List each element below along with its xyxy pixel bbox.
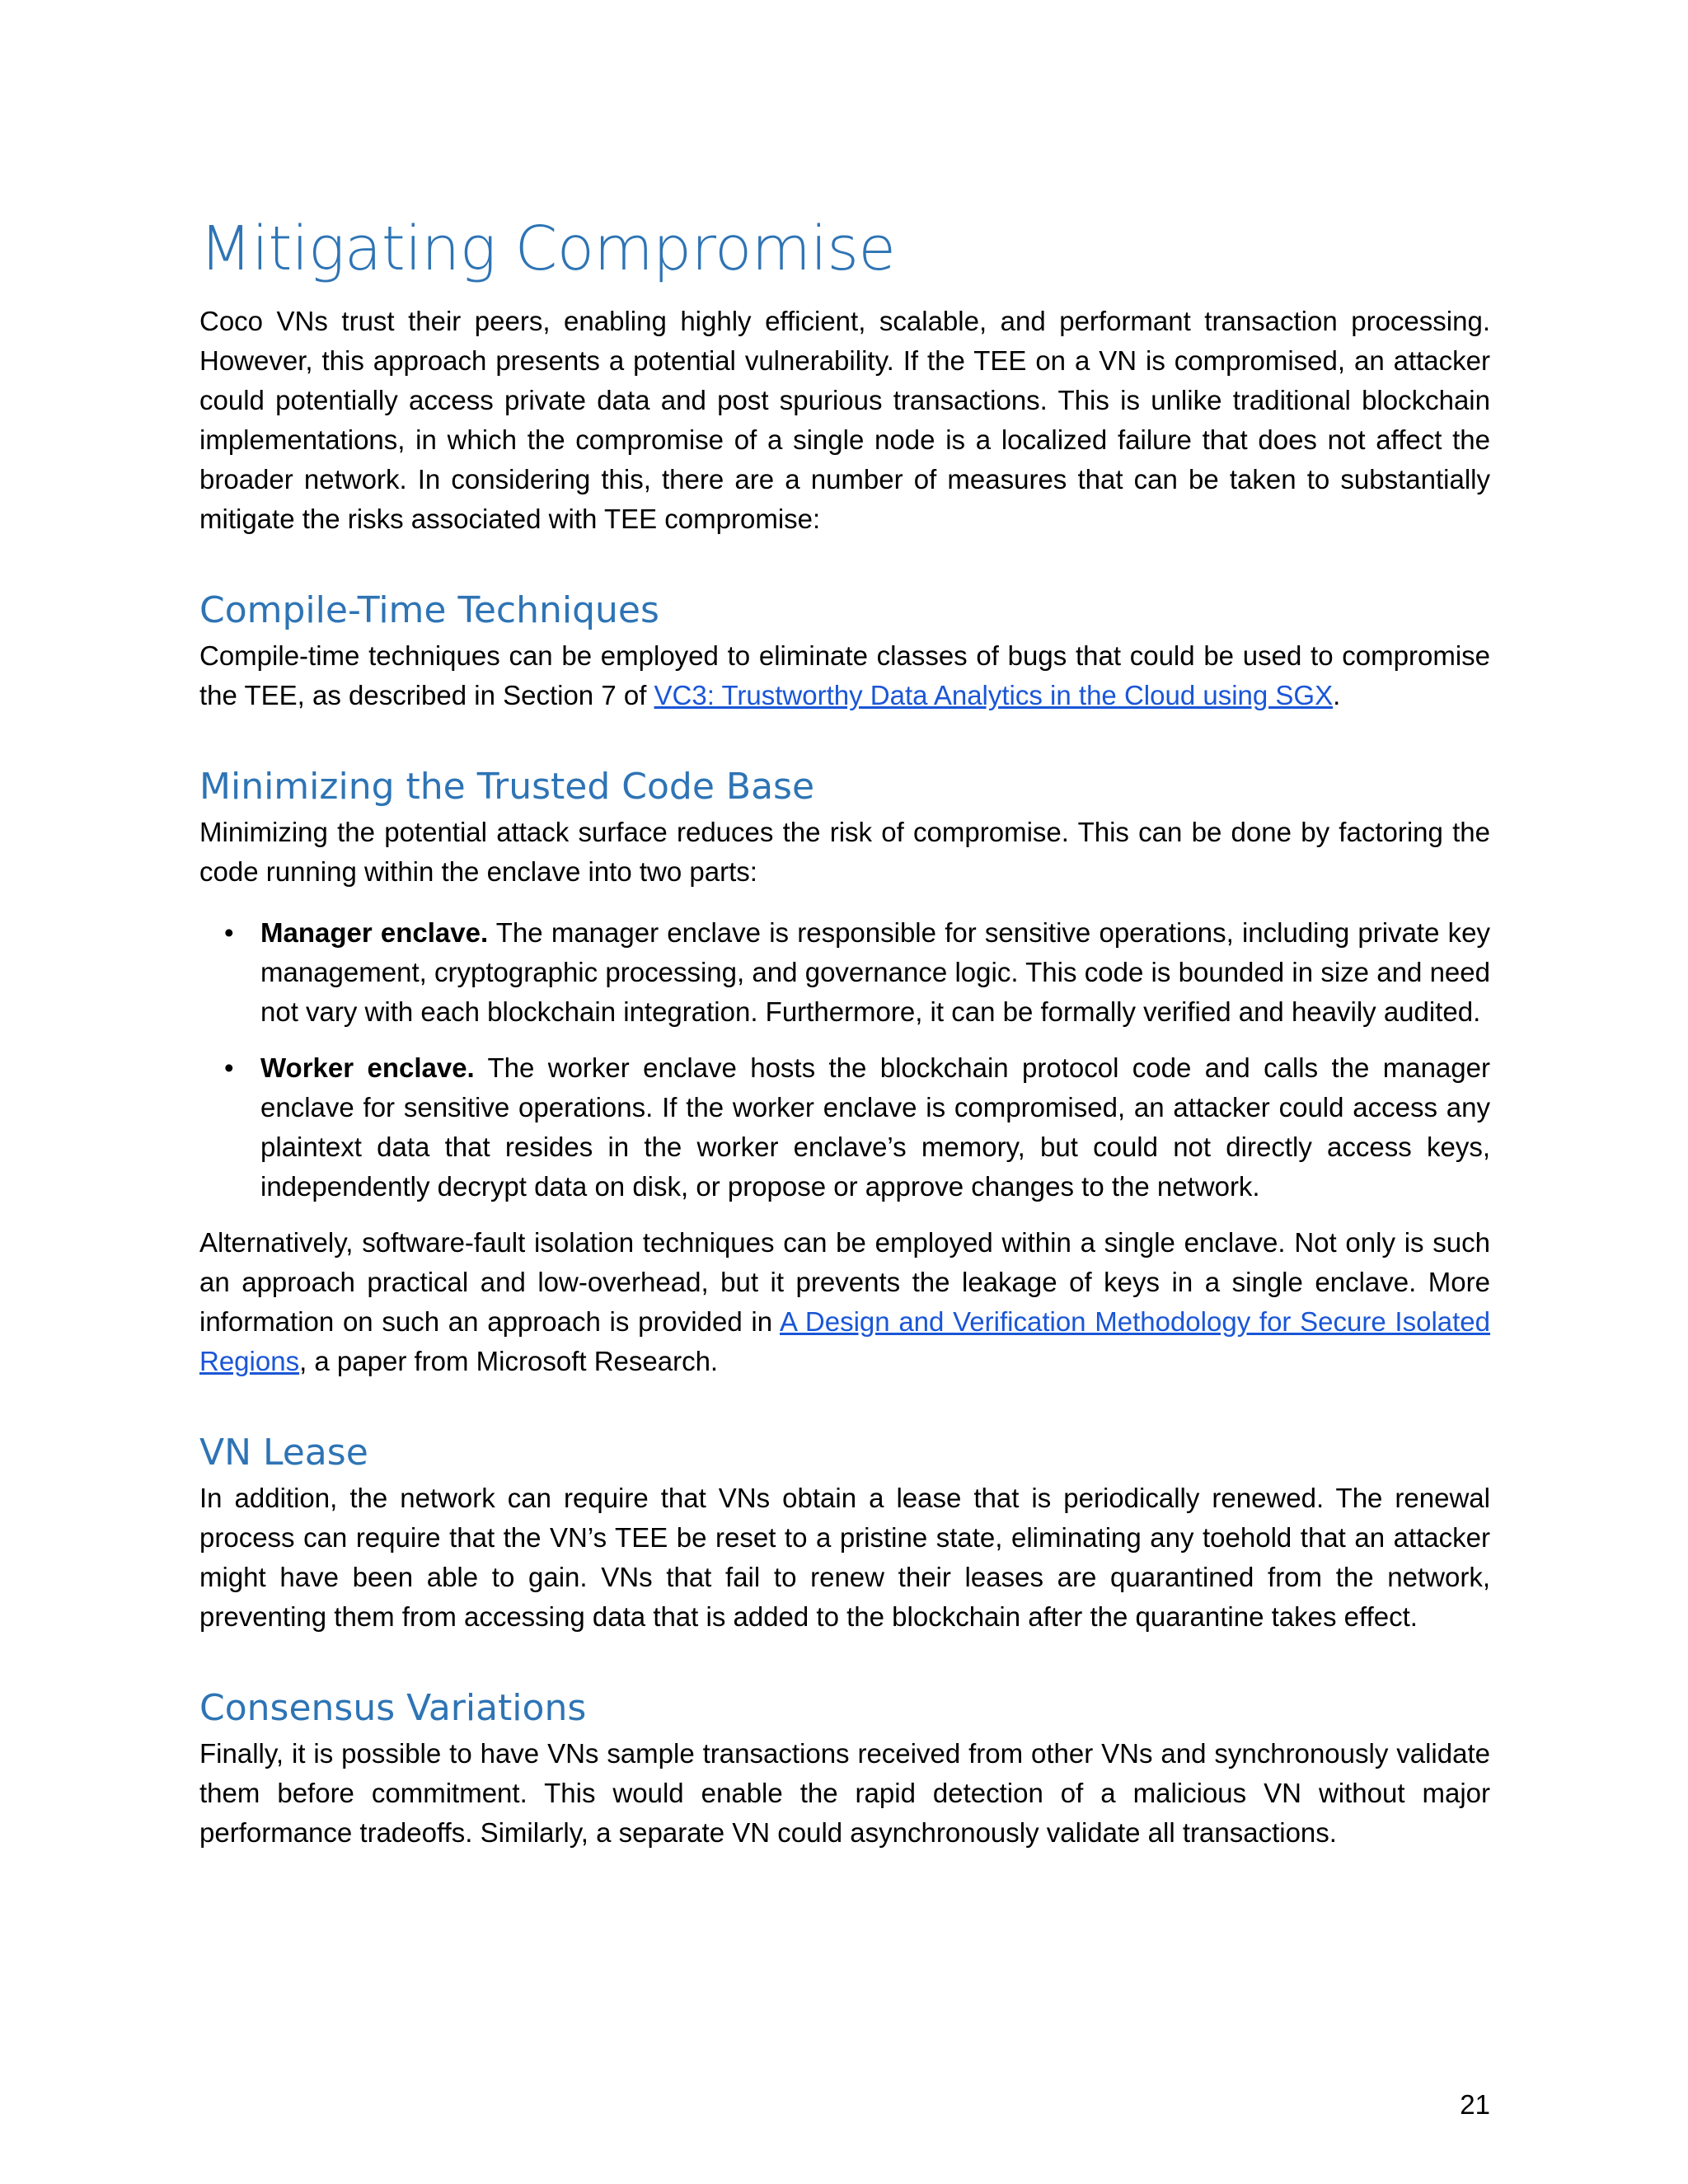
worker-enclave-term: Worker enclave. xyxy=(260,1052,475,1083)
page-number: 21 xyxy=(1460,2089,1490,2120)
document-content xyxy=(199,206,1490,1853)
heading-consensus-variations: Consensus Variations xyxy=(199,1687,587,1729)
secure-isolated-regions-link[interactable]: A Design and Verification Methodology for Secure Isolated Regions xyxy=(199,1306,1490,1376)
manager-enclave-text: The manager enclave is responsible for sensitive operations, including private key management, cryptographic processing, and governance logic. This code is bounded in size and need not vary with each blockchain integration. Furthermore, it can be formally verified and heavily audited. xyxy=(260,917,1490,1027)
compile-time-paragraph xyxy=(199,636,1490,715)
worker-enclave-text: The worker enclave hosts the blockchain protocol code and calls the manager enclave for sensitive operations. If the worker enclave is compromised, an attacker could access any plaintext data that resides in the worker enclave’s memory, but could not directly access keys, independently decrypt data on disk, or propose or approve changes to the network. xyxy=(260,1052,1490,1202)
isolation-text-end: , a paper from Microsoft Research. xyxy=(299,1346,719,1376)
isolation-text: Alternatively, software-fault isolation techniques can be employed within a single enclave. Not only is such an approach practical and low-overhead, but it prevents the leakage of keys in a single enclave. More information on such an approach is provided in xyxy=(199,1227,1490,1337)
list-item-manager-enclave xyxy=(199,913,1490,1032)
heading-vn-lease: VN Lease xyxy=(199,1432,368,1474)
compile-time-text: Compile-time techniques can be employed to eliminate classes of bugs that could be used to compromise the TEE, as described in Section 7 of xyxy=(199,640,1490,710)
manager-enclave-term: Manager enclave. xyxy=(260,917,489,948)
vn-lease-paragraph: In addition, the network can require that VNs obtain a lease that is periodically renewed. The renewal process can require that the VN’s TEE be reset to a pristine state, eliminating any toehold that an attacker might have been able to gain. VNs that fail to renew their leases are quarantined from the network, preventing them from accessing data that is added to the blockchain after the quarantine takes effect. xyxy=(199,1483,1490,1632)
list-item-worker-enclave xyxy=(199,1048,1490,1207)
compile-time-text-end: . xyxy=(1333,680,1341,710)
heading-minimizing-trusted-code-base: Minimizing the Trusted Code Base xyxy=(199,766,815,808)
enclave-list xyxy=(199,913,1490,1207)
software-fault-isolation-paragraph xyxy=(199,1223,1490,1381)
heading-compile-time-techniques: Compile-Time Techniques xyxy=(199,589,659,631)
bullet-icon: • xyxy=(224,917,234,948)
vc3-paper-link[interactable]: VC3: Trustworthy Data Analytics in the Cloud using SGX xyxy=(654,680,1334,710)
bullet-icon: • xyxy=(224,1052,234,1083)
page-title: Mitigating Compromise xyxy=(199,213,896,284)
intro-paragraph: Coco VNs trust their peers, enabling highly efficient, scalable, and performant transaction processing. However, this approach presents a potential vulnerability. If the TEE on a VN is compromised, an attacker could potentially access private data and post spurious transactions. This is unlike traditional blockchain implementations, in which the compromise of a single node is a localized failure that does not affect the broader network. In considering this, there are a number of measures that can be taken to substantially mitigate the risks associated with TEE compromise: xyxy=(199,306,1490,534)
consensus-variations-paragraph: Finally, it is possible to have VNs sample transactions received from other VNs and synchronously validate them before commitment. This would enable the rapid detection of a malicious VN without major performance tradeoffs. Similarly, a separate VN could asynchronously validate all transactions. xyxy=(199,1738,1490,1848)
trusted-code-base-intro: Minimizing the potential attack surface reduces the risk of compromise. This can be done by factoring the code running within the enclave into two parts: xyxy=(199,817,1490,887)
